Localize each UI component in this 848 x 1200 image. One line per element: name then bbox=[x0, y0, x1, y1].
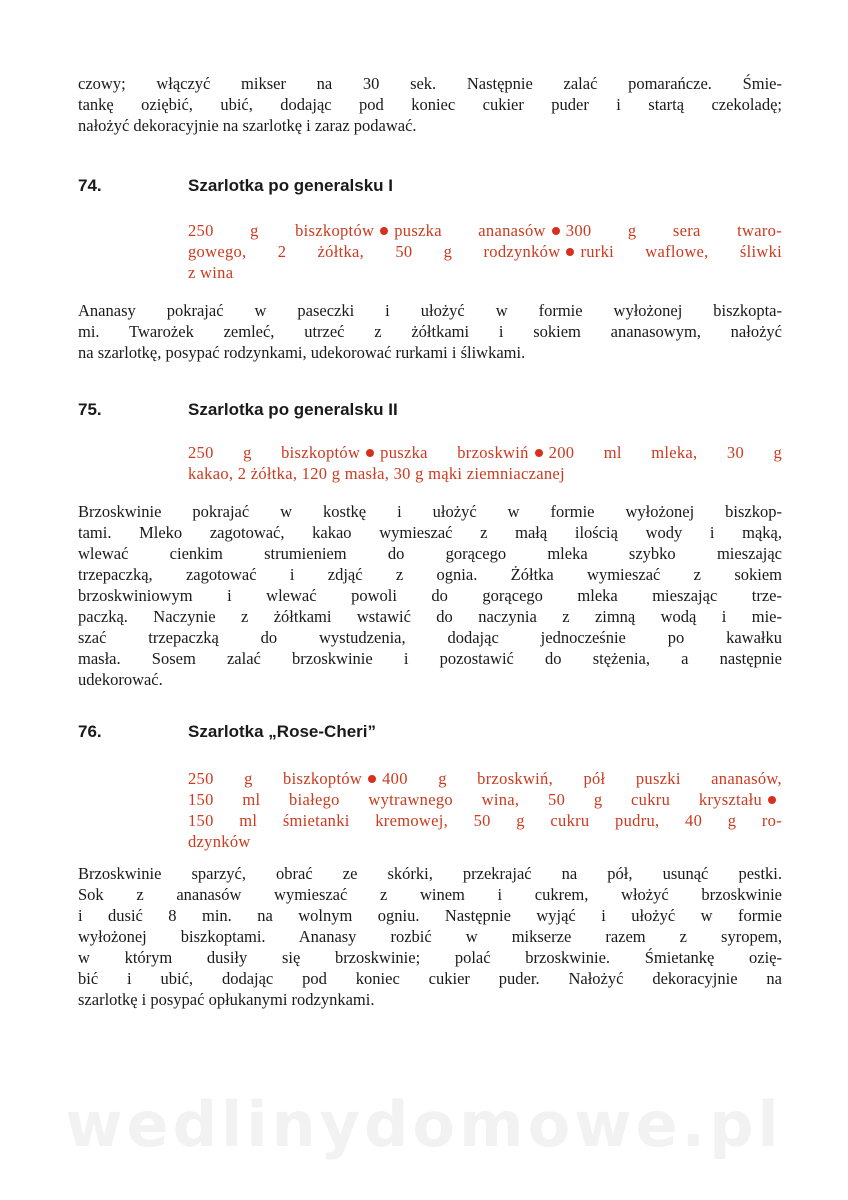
recipe-title: Szarlotka po generalsku II bbox=[188, 400, 398, 419]
text-line: na szarlotkę, posypać rodzynkami, udekorować rurkami i śliwkami. bbox=[78, 343, 526, 362]
ingredient-line: 250 g biszkoptów 400 g brzoskwiń, pół puszki ananasów, bbox=[188, 769, 782, 788]
bullet-dot-icon bbox=[380, 227, 388, 235]
ingredients-list bbox=[188, 442, 782, 484]
text-line: mi. Twarożek zemleć, utrzeć z żółtkami i sokiem ananasowym, nałożyć bbox=[78, 322, 782, 341]
recipe-header bbox=[78, 400, 782, 424]
bullet-dot-icon bbox=[366, 449, 374, 457]
text-line: bić i ubić, dodając pod koniec cukier puder. Nałożyć dekoracyjnie na bbox=[78, 969, 782, 988]
text-line: paczką. Naczynie z żółtkami wstawić do naczynia z zimną wodą i mie- bbox=[78, 607, 782, 626]
recipe-number: 74. bbox=[78, 176, 102, 195]
text-line: wlewać cienkim strumieniem do gorącego mleka szybko mieszając bbox=[78, 544, 782, 563]
ingredient-line: 150 ml białego wytrawnego wina, 50 g cukru kryształu bbox=[188, 789, 782, 810]
text-line: nałożyć dekoracyjnie na szarlotkę i zaraz podawać. bbox=[78, 116, 417, 135]
ingredient-line: dzynków bbox=[188, 832, 251, 851]
recipe-method bbox=[78, 501, 782, 690]
bullet-dot-icon bbox=[535, 449, 543, 457]
recipe-title: Szarlotka po generalsku I bbox=[188, 176, 394, 195]
text-line: czowy; włączyć mikser na 30 sek. Następnie zalać pomarańcze. Śmie- bbox=[78, 74, 782, 93]
ingredient-line: 250 g biszkoptów puszka ananasów 300 g sera twaro- bbox=[188, 221, 782, 240]
text-line: wyłożonej biszkoptami. Ananasy rozbić w mikserze razem z syropem, bbox=[78, 927, 782, 946]
text-line: trzepaczką, zagotować i zdjąć z ognia. Żółtka wymieszać z sokiem bbox=[78, 565, 782, 584]
text-line: Brzoskwinie pokrajać w kostkę i ułożyć w formie wyłożonej biszkop- bbox=[78, 502, 782, 521]
ingredient-line: 250 g biszkoptów puszka brzoskwiń 200 ml mleka, 30 g bbox=[188, 443, 782, 462]
watermark: wedlinydomowe.pl bbox=[65, 1088, 783, 1161]
recipe-number: 75. bbox=[78, 400, 102, 419]
ingredients-list bbox=[188, 220, 782, 283]
bullet-dot-icon bbox=[566, 248, 574, 256]
text-line: udekorować. bbox=[78, 670, 163, 689]
text-line: Brzoskwinie sparzyć, obrać ze skórki, przekrajać na pół, usunąć pestki. bbox=[78, 864, 782, 883]
text-line: szać trzepaczką do wystudzenia, dodając jednocześnie po kawałku bbox=[78, 628, 782, 647]
recipe-header bbox=[78, 176, 782, 200]
ingredient-line: kakao, 2 żółtka, 120 g masła, 30 g mąki ziemniaczanej bbox=[188, 464, 565, 483]
bullet-dot-icon bbox=[368, 775, 376, 783]
recipe-header bbox=[78, 722, 782, 746]
recipe-method bbox=[78, 863, 782, 1010]
intro-paragraph bbox=[78, 73, 782, 136]
recipe-title: Szarlotka „Rose-Cheri” bbox=[188, 722, 376, 741]
bullet-dot-icon bbox=[768, 796, 776, 804]
ingredient-line: z wina bbox=[188, 263, 234, 282]
text-line: tankę oziębić, ubić, dodając pod koniec cukier puder i startą czekoladę; bbox=[78, 95, 782, 114]
text-line: w którym dusiły się brzoskwinie; polać brzoskwinie. Śmietankę ozię- bbox=[78, 948, 782, 967]
text-line: Sok z ananasów wymieszać z winem i cukrem, włożyć brzoskwinie bbox=[78, 885, 782, 904]
text-line: tami. Mleko zagotować, kakao wymieszać z małą ilością wody i mąką, bbox=[78, 523, 782, 542]
ingredients-list bbox=[188, 768, 782, 852]
text-line: brzoskwiniowym i wlewać powoli do gorącego mleka mieszając trze- bbox=[78, 586, 782, 605]
bullet-dot-icon bbox=[552, 227, 560, 235]
text-line: szarlotkę i posypać opłukanymi rodzynkami. bbox=[78, 990, 375, 1009]
text-line: masła. Sosem zalać brzoskwinie i pozostawić do stężenia, a następnie bbox=[78, 649, 782, 668]
text-line: Ananasy pokrajać w paseczki i ułożyć w formie wyłożonej biszkopta- bbox=[78, 301, 782, 320]
ingredient-line: 150 ml śmietanki kremowej, 50 g cukru pudru, 40 g ro- bbox=[188, 811, 782, 830]
text-line: i dusić 8 min. na wolnym ogniu. Następnie wyjąć i ułożyć w formie bbox=[78, 906, 782, 925]
ingredient-line: gowego, 2 żółtka, 50 g rodzynków rurki waflowe, śliwki bbox=[188, 242, 782, 261]
recipe-number: 76. bbox=[78, 722, 102, 741]
recipe-method bbox=[78, 300, 782, 363]
